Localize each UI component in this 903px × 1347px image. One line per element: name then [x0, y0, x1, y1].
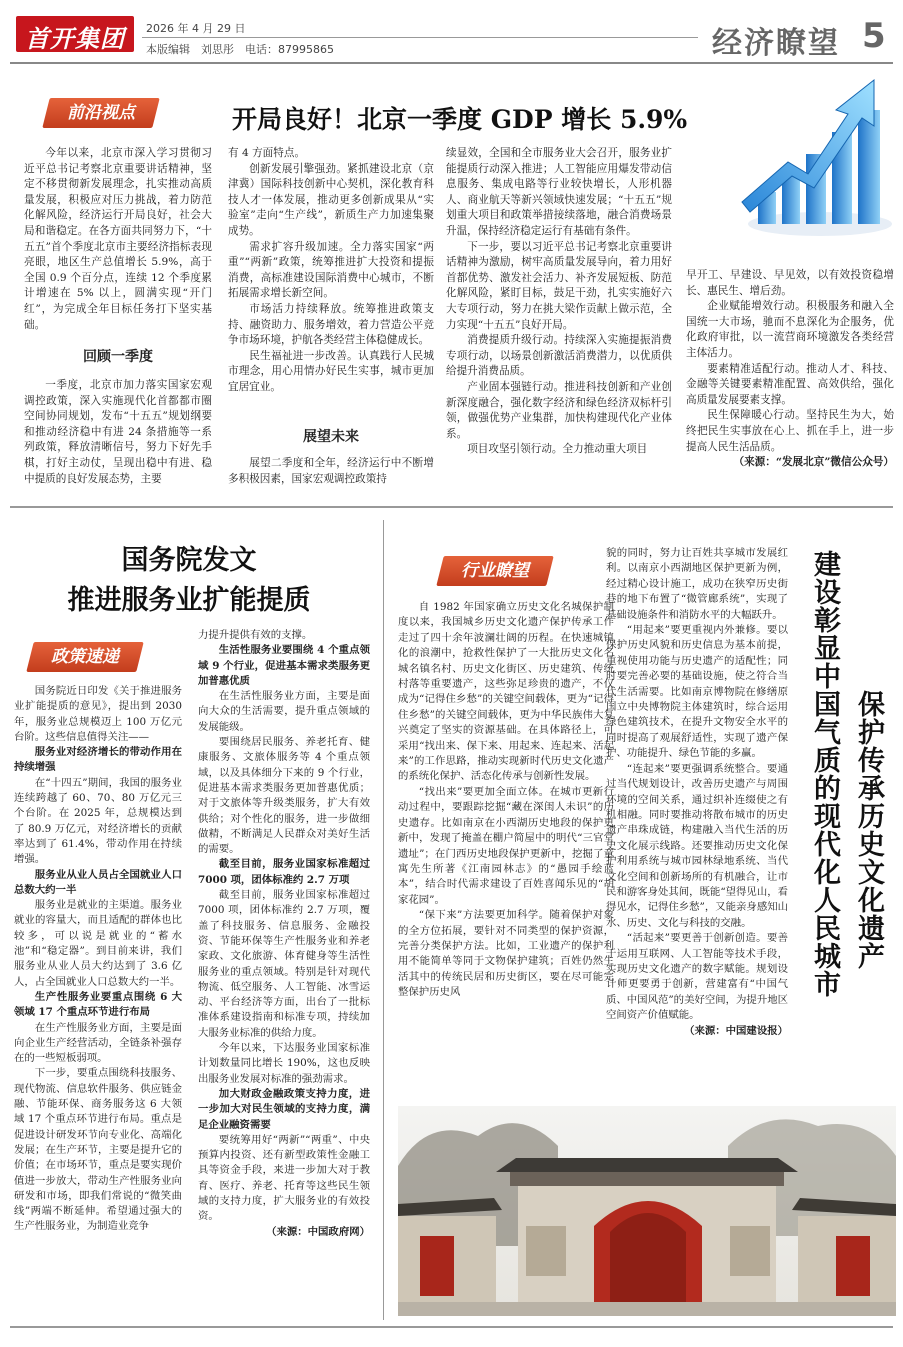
- editor-info: 本版编辑 刘思彤 电话：87995865: [146, 43, 334, 56]
- page-bottom-rule: [10, 1326, 893, 1328]
- article1-subheading-review: 回顾一季度: [83, 349, 153, 365]
- article3-source: （来源：中国建设报）: [684, 1024, 788, 1037]
- article2-source: （来源：中国政府网）: [266, 1225, 370, 1238]
- article2-col2: 力提升提供有效的支撑。 生活性服务业要围绕 4 个重点领域 9 个行业，促进基本需求类服务更加普惠优质 在生活性服务业方面，主要是面向大众的生活需要，提升重点领域的发展能级。 要围绕居民服务、养老托育、健康服务、文旅体服务等 4 个重点领域，以及具体细分下来的 9 个行业，促进基本需求类服务更加普惠优质；对于文旅体等升级类服务，扩大有效供给；对个性化的服务，进一步做细做精，不断满足人民群众对美好生活的需要。 截至目前，服务业国家标准超过 7000 项，团体标准约 2.7 万项 截至目前，服务业国家标准超过 7000 项，团体标准约 2.7 万项，覆盖了科技服务、信息服务、金融投资、节能环保等生产性服务业和养老家政、文化旅游、体育健身等生活性服务业的重点领域。特别是针对现代物流、低空服务、人工智能、冰雪运动、平台经济等方面，出台了一批标准体系建设指南和标准专项，持续加大服务业标准的供给力度。 今年以来，下达服务业国家标准计划数量同比增长 190%，这也反映出服务业发展对标准的强劲需求。 加大财政金融政策支持力度，进一步加大对民生领域的支持力度，满足企业融资需要 要统筹用好“两新”“两重”、中央预算内投资、还有新型政策性金融工具等资金手段，来进一步加大对于教育、医疗、养老、托育等这些民生领域的支持力度，扩大服务业的有效投资。 （来源：中国政府网）: [198, 628, 370, 1240]
- article2-title-line1: 国务院发文: [121, 545, 257, 576]
- article1-col4: 早开工、早建设、早见效，以有效投资稳增长、惠民生、增后劲。 企业赋能增效行动。积极服务和融入全国统一大市场，驰而不息深化为企服务，优化政府审批，以一流营商环境激发各类经营主体活力。 要素精准适配行动。推动人才、科技、金融等关键要素精准配置、高效供给，强化高质量发展要素支撑。 民生保障暖心行动。坚持民生为大，始终把民生实事放在心上、抓在手上，进一步提高人民生活品质。 （来源：“发展北京”微信公众号）: [686, 268, 894, 471]
- page-number: 5: [862, 16, 886, 56]
- tag-industry: 行业瞭望: [440, 556, 550, 586]
- article1-title: 开局良好！北京一季度 GDP 增长 5.9%: [232, 105, 688, 134]
- brand-logo-text: 首开集团: [25, 24, 125, 53]
- article3-title-line1: 保护传承历史文化遗产: [853, 690, 884, 970]
- article1-subheading-outlook: 展望未来: [303, 429, 359, 445]
- article3-col1: 自 1982 年国家确立历史文化名城保护制度以来，我国城乡历史文化遗产保护传承工作走过了四十余年波澜壮阔的历程。在快速城镇化的浪潮中，抢救性保护了一大批历史文化名城名镇名村、历史文化街区、历史建筑、传统村落等重要遗产，这些弥足珍贵的遗产，不仅成为“记得住乡愁”的关键空间载体，更为“记得住乡愁”的关键空间载体，更为中华民族伟大复兴奠定了坚实的资源基础。在具体路径上，可采用“找出来、保下来、用起来、连起来、活起来”的工作思路，推动实现新时代历史文化遗产的系统化保护、活态化传承与创新性发展。 “找出来”要更加全面立体。在城市更新行动过程中，要跟踪挖掘“藏在深闺人未识”的历史遗存。比如南京在小西湖历史地段的保护更新中，发现了掩盖在棚户简屋中的明代“三官堂遗址”；在门西历史地段保护更新中，挖掘了童寓先生所著《江南园林志》的“愚园手绘蓝本”，结合时代需求建设了百姓喜闻乐见的“胡家花园”。 “保下来”方法要更加科学。随着保护对象的全方位拓展，要针对不同类型的保护资源，完善分类保护方法。比如，工业遗产的保护利用不能简单等同于文物保护建筑；百姓仍然生活其中的传统民居和历史街区，要在尽可能完整保护历史风: [398, 601, 614, 999]
- column-divider: [383, 520, 384, 1320]
- masthead: [0, 0, 903, 64]
- article2-col1: 国务院近日印发《关于推进服务业扩能提质的意见》，提出到 2030 年，服务业总规模迈上 100 万亿元台阶。这些信息值得关注—— 服务业对经济增长的带动作用在持续增强 在“十四五”期间，我国的服务业连续跨越了 60、70、80 万亿元三个台阶。在 2025 年，总规模达到了 80.9 万亿元，对经济增长的贡献率达到了 61.4%，带动作用在持续增强。 服务业从业人员占全国就业人口总数大约一半 服务业是就业的主渠道。服务业就业的容量大，而且适配的群体也比较多，可以说是就业的“蓄水池”和“稳定器”。到目前来讲，我们服务业从业人员大约达到了 3.6 亿人，占全国就业人口总数大约一半。 生产性服务业要重点围绕 6 大领域 17 个重点环节进行布局 在生产性服务业方面，主要是面向企业生产经营活动，全链条补强存在的一些短板弱项。 下一步，要重点围绕科技服务、现代物流、信息软件服务、供应链金融、节能环保、商务服务这 6 大领域 17 个重点环节进行布局。重点是促进设计研发环节向专业化、高端化发展；在生产环节，主要是提升它的价值；在市场环节，重点是要实现价值进一步放大，带动生产性服务业向研发和市场，即我们常说的“微笑曲线”两端不断延伸。希望通过强大的生产性服务业，为制造业竞争: [14, 685, 182, 1233]
- tag-policy: 政策速递: [30, 642, 140, 672]
- article1-bottom-rule: [10, 506, 893, 508]
- growth-chart-illustration: [728, 74, 894, 244]
- article1-col1: 今年以来，北京市深入学习贯彻习近平总书记考察北京重要讲话精神，坚定不移贯彻新发展理念，扎实推动高质量发展，积极应对压力挑战，着力防范化解风险，经济运行开局良好，社会大局和谐稳定。在各方面共同努力下，“十五五”首个季度北京市主要经济指标表现亮眼，地区生产总值增长 5.9%，高于全国 0.9 个百分点，连续 12 个季度累计增速在 5% 以上，圆满实现“开门红”，为完成全年目标任务打下坚实基础。: [24, 147, 212, 331]
- chart-bar-5: [858, 110, 880, 224]
- masthead-bottom-rule: [10, 62, 893, 64]
- section-name: 经济瞭望: [712, 26, 840, 61]
- masthead-rule: [142, 37, 698, 38]
- article1-col2: 有 4 方面特点。 创新发展引擎强劲。紧抓建设北京（京津冀）国际科技创新中心契机，深化教育科技人才一体发展，推动更多创新成果从“实验室”走向“生产线”，新质生产力加速集聚成势。 需求扩容升级加速。全力落实国家“两重”“两新”政策，统筹推进扩大投资和提振消费，高标准建设国际消费中心城市，不断拓展需求增长新空间。 市场活力持续释放。统筹推进政策支持、融资助力、服务增效，着力营造公平竞争市场环境，护航各类经营主体稳健成长。 民生福祉进一步改善。认真践行人民城市理念，用心用情办好民生实事，城市更加宜居宜业。: [228, 147, 434, 393]
- article3-title-line2: 建设彰显中国气质的现代化人民城市: [809, 550, 840, 998]
- tag-frontline: 前沿视点: [46, 98, 156, 128]
- issue-date: 2026 年 4 月 29 日: [146, 22, 246, 35]
- article3-col2: 貌的同时，努力让百姓共享城市发展红利。以南京小西湖地区保护更新为例，经过精心设计施工，成功在狭窄历史街巷的地下布置了“微管廊系统”，实现了基础设施条件和消防水平的大幅跃升。 “用起来”要更重视内外兼修。要以保护历史风貌和历史信息为基本前提，重视使用功能与历史遗产的适配性；同时要完善必要的基础设施，使之符合当代生活需要。比如南京博物院在修缮原国立中央博物院主体建筑时，综合运用绿色建筑技术，在提升文物安全水平的同时提高了观展舒适性，实现了遗产保护、功能提升、绿色节能的多赢。 “连起来”要更强调系统整合。要通过当代规划设计，改善历史遗产与周围环境的空间关系，通过织补连缀使之有机相融。同时要推动将散布城市的历史遗产串珠成链，构建融入当代生活的历史文化展示线路。还要推动历史文化保护利用系统与城市园林绿地系统、当代文化空间和创新场所的有机融合，让市民和游客身处其间，既能“望得见山，看得见水，记得住乡愁”，又能亲身感知山水、历史、文化与科技的交融。 “活起来”要更善于创新创造。要善于运用互联网、人工智能等技术手段，实现历史文化遗产的数字赋能。规划设计师更要勇于创新，营建富有“中国气质、中国风范”的美好空间，为提升地区空间资产价值赋能。 （来源：中国建设报）: [606, 546, 788, 1039]
- article2-title-line2: 推进服务业扩能提质: [67, 585, 311, 616]
- article1-col1b: 一季度，北京市加力落实国家宏观调控政策，深入实施现代化首都都市圈空间协同规划，发布“十五五”规划纲要和推动经济稳中有进 24 条措施等一系列政策，释放清晰信号，努力下好先手棋，打好主动仗，呈现出稳中有进、稳中提质的良好发展态势，主要: [24, 379, 212, 485]
- heritage-gate-photo: [398, 1106, 896, 1316]
- article1-source: （来源：“发展北京”微信公众号）: [733, 456, 894, 469]
- article1-col2b: 展望二季度和全年，经济运行中不断增多积极因素，国家宏观调控政策持: [228, 457, 434, 485]
- article1-col3: 续显效，全国和全市服务业大会召开，服务业扩能提质行动深入推进；人工智能应用爆发带动信息服务、集成电路等行业较快增长，人形机器人、商业航天等新兴领域快速发展；“十五五”规划重大项目和政策举措接续落地，融合消费场景升温，保持经济稳定运行有基础有条件。 下一步，要以习近平总书记考察北京重要讲话精神为激励，树牢高质量发展导向，着力用好首都优势、激发社会活力、补齐发展短板、防范化解风险，紧盯目标，鼓足干劲，扎实实施好六大专项行动，努力在挑大梁作贡献上做示范，全力实现“十五五”良好开局。 消费提质升级行动。持续深入实施提振消费专项行动，以场景创新激活消费潜力，以优质供给提升消费品质。 产业固本强链行动。推进科技创新和产业创新深度融合，强化数字经济和绿色经济双标杆引领，做强优势产业集群，加快构建现代化产业体系。 项目攻坚引领行动。全力推动重大项目: [446, 147, 672, 456]
